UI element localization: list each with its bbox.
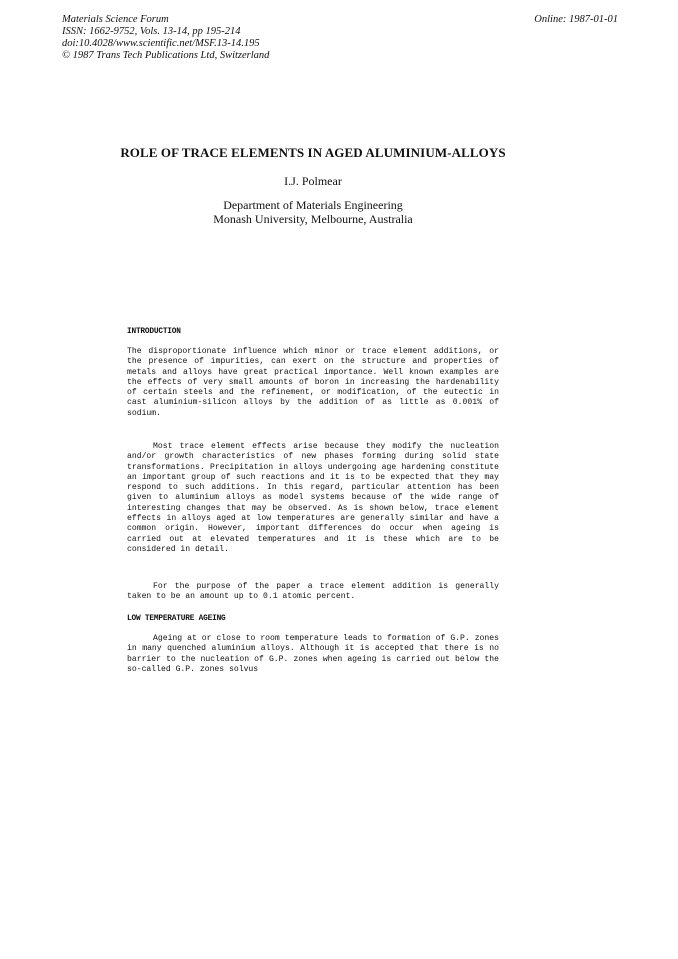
online-date: Online: 1987-01-01	[534, 14, 618, 25]
issn-line: ISSN: 1662-9752, Vols. 13-14, pp 195-214	[62, 26, 241, 37]
body-paragraph: The disproportionate influence which minor or trace element additions, or the presence of impurities, can exert on the structure and properties of metals and alloys have great practical importance. Well known examples are the effects of very small amounts of boron in increasing the hardenability of certain steels and the refinement, or modification, of the eutectic in cast aluminium-silicon alloys by the addition of as little as 0.001% of sodium.	[127, 347, 499, 418]
page-header	[62, 14, 618, 62]
journal-name: Materials Science Forum	[62, 14, 169, 25]
section-heading-low-temperature-ageing: LOW TEMPERATURE AGEING	[127, 615, 226, 623]
body-paragraph: For the purpose of the paper a trace element addition is generally taken to be an amount up to 0.1 atomic percent.	[127, 582, 499, 602]
affiliation-university: Monash University, Melbourne, Australia	[213, 212, 413, 226]
paper-title: ROLE OF TRACE ELEMENTS IN AGED ALUMINIUM-ALLOYS	[120, 145, 506, 160]
author-affiliation	[0, 198, 626, 226]
body-paragraph: Ageing at or close to room temperature leads to formation of G.P. zones in many quenched aluminium alloys. Although it is accepted that there is no barrier to the nucleation of G.P. zones when ageing is carried out below the so-called G.P. zones solvus	[127, 634, 499, 674]
doi-line[interactable]: doi:10.4028/www.scientific.net/MSF.13-14.195	[62, 38, 260, 49]
affiliation-department: Department of Materials Engineering	[223, 198, 403, 212]
paper-author: I.J. Polmear	[284, 174, 342, 188]
body-paragraph: Most trace element effects arise because they modify the nucleation and/or growth characteristics of new phases forming during solid state transformations. Precipitation in alloys undergoing age hardening constitute an important group of such reactions and it is to be expected that they may respond to such additions. In this regard, particular attention has been given to aluminium alloys as model systems because of the wide range of interesting changes that may be observed. As is shown below, trace element effects in alloys aged at low temperatures are generally similar and have a common origin. However, important differences do occur when ageing is carried out at elevated temperatures and it is these which are to be considered in detail.	[127, 442, 499, 554]
section-heading-introduction: INTRODUCTION	[127, 328, 181, 336]
copyright-line: © 1987 Trans Tech Publications Ltd, Switzerland	[62, 50, 270, 61]
